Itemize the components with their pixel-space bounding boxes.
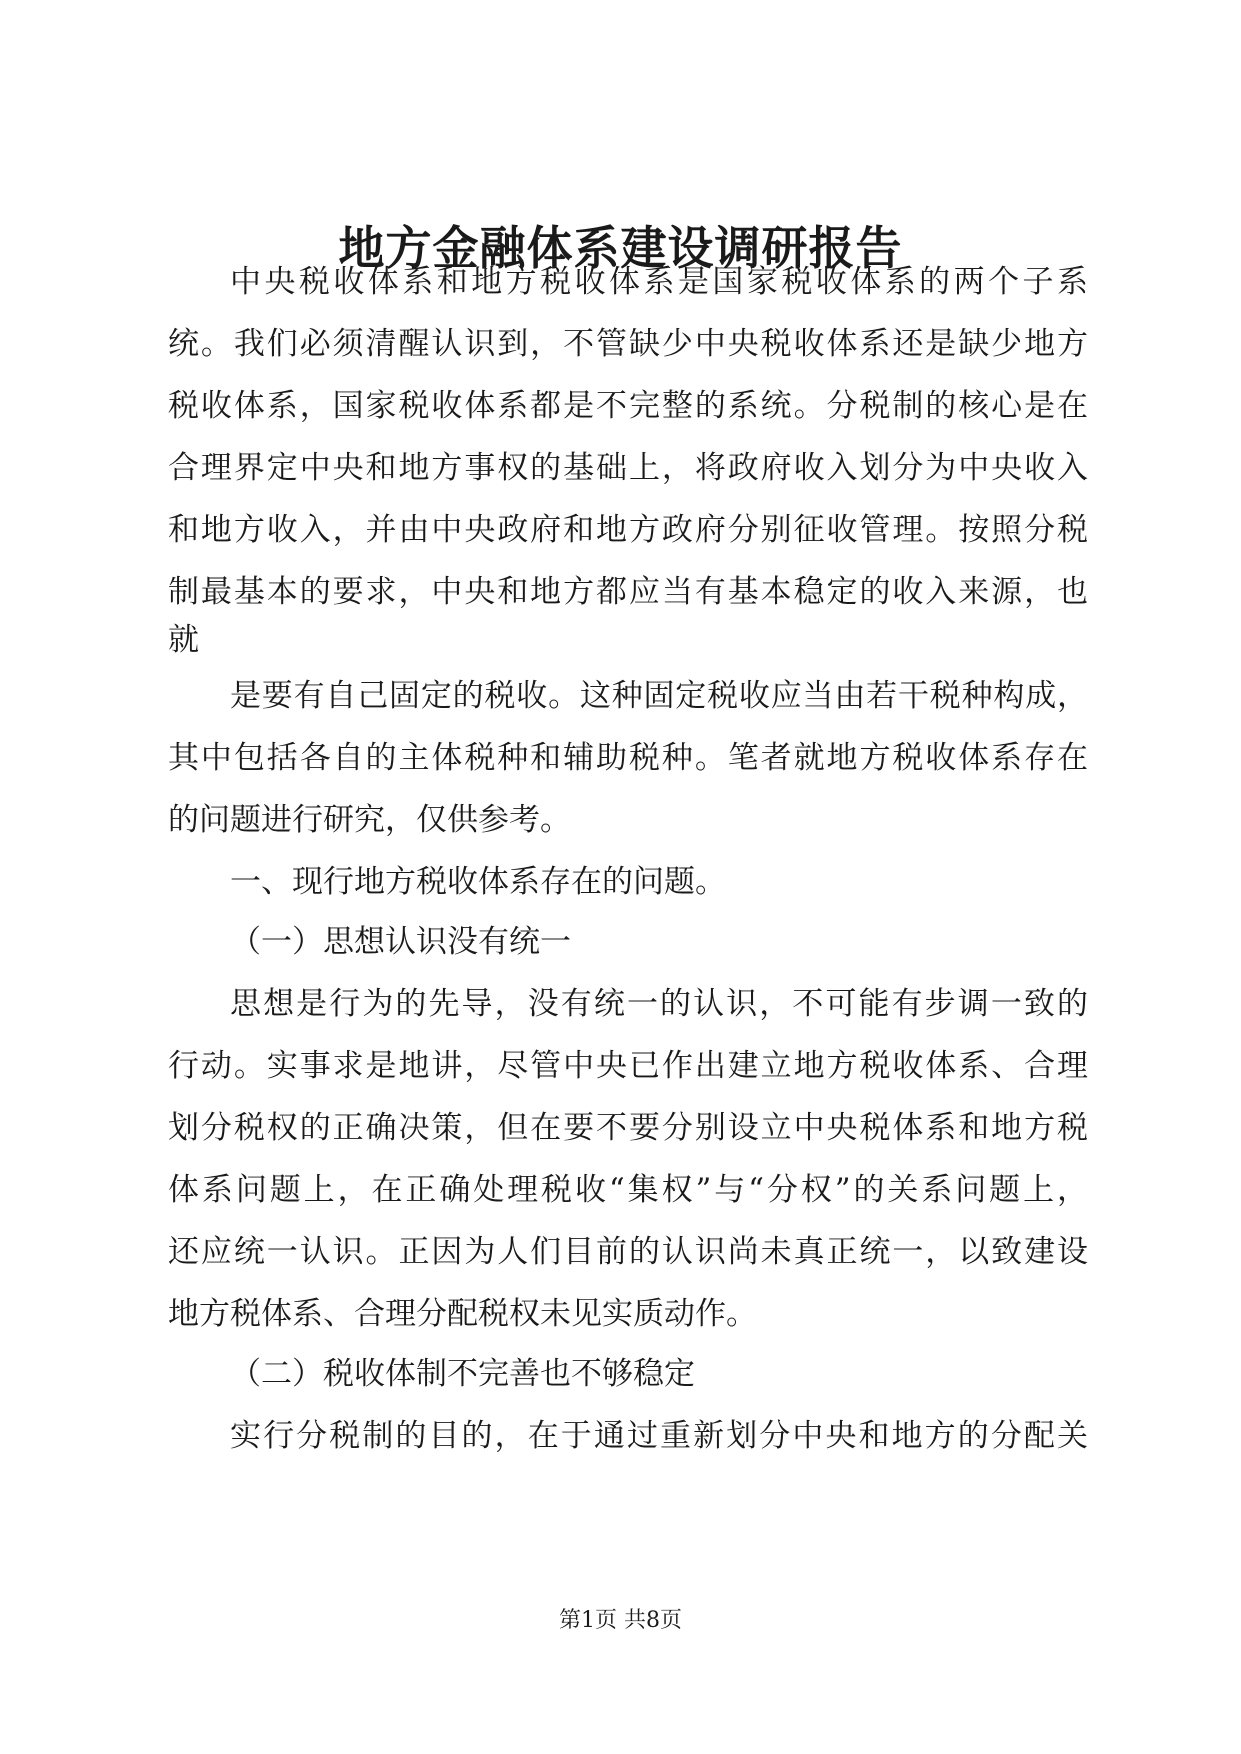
body-line: 其中包括各自的主体税种和辅助税种。笔者就地方税收体系存在 [168, 740, 1088, 776]
body-line: 统。我们必须清醒认识到，不管缺少中央税收体系还是缺少地方 [168, 326, 1088, 362]
body-line: 体系问题上，在正确处理税收“集权”与“分权”的关系问题上， [168, 1172, 1088, 1208]
body-line: 思想是行为的先导，没有统一的认识，不可能有步调一致的 [230, 986, 1088, 1022]
body-line: 行动。实事求是地讲，尽管中央已作出建立地方税收体系、合理 [168, 1048, 1088, 1084]
body-line: 就 [168, 622, 199, 658]
body-line: 地方税体系、合理分配税权未见实质动作。 [168, 1296, 757, 1332]
document-title: 地方金融体系建设调研报告 [338, 221, 903, 275]
body-line: 和地方收入，并由中央政府和地方政府分别征收管理。按照分税 [168, 512, 1088, 548]
page-number-footer: 第1页 共8页 [559, 1608, 682, 1633]
subsection-heading: （二）税收体制不完善也不够稳定 [230, 1356, 695, 1392]
body-line: 税收体系，国家税收体系都是不完整的系统。分税制的核心是在 [168, 388, 1088, 424]
body-line: 实行分税制的目的，在于通过重新划分中央和地方的分配关 [230, 1418, 1088, 1454]
body-line: 还应统一认识。正因为人们目前的认识尚未真正统一，以致建设 [168, 1234, 1088, 1270]
body-line: 中央税收体系和地方税收体系是国家税收体系的两个子系 [230, 264, 1088, 300]
body-line: 制最基本的要求，中央和地方都应当有基本稳定的收入来源，也 [168, 574, 1088, 610]
body-line: 合理界定中央和地方事权的基础上，将政府收入划分为中央收入 [168, 450, 1088, 486]
subsection-heading: （一）思想认识没有统一 [230, 924, 571, 960]
body-line: 划分税权的正确决策，但在要不要分别设立中央税体系和地方税 [168, 1110, 1088, 1146]
section-heading: 一、现行地方税收体系存在的问题。 [230, 864, 726, 900]
body-line: 的问题进行研究，仅供参考。 [168, 802, 571, 838]
body-line: 是要有自己固定的税收。这种固定税收应当由若干税种构成， [230, 678, 1088, 714]
